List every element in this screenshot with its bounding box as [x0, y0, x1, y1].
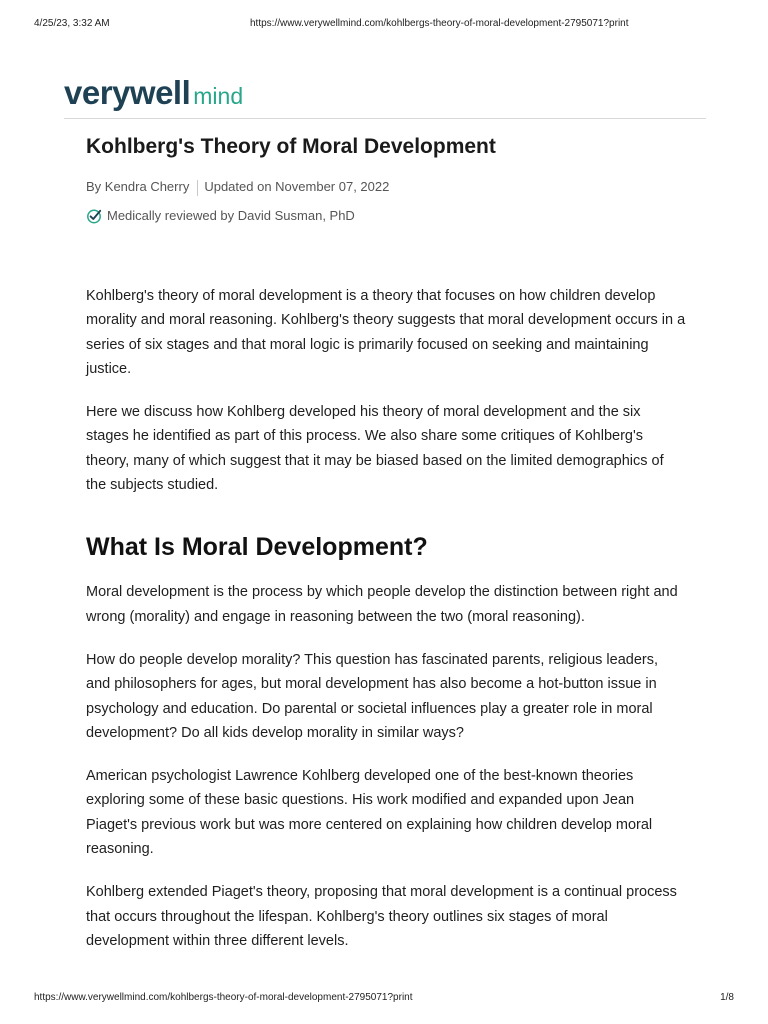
section-paragraph: How do people develop morality? This question has fascinated parents, religious leaders, and philosophers for ages, but moral development has also become a hot-button issue in psychology and education. Do parental or societal influences play a greater role in moral development? Do all kids develop morality in similar ways? — [86, 651, 659, 741]
byline-separator — [197, 180, 198, 196]
section-body — [86, 580, 686, 953]
checkmark-badge-icon — [86, 208, 102, 224]
article — [86, 130, 686, 972]
site-logo[interactable] — [64, 74, 243, 110]
intro — [86, 284, 686, 497]
logo-sub: mind — [193, 83, 244, 109]
author-link[interactable]: By Kendra Cherry — [86, 179, 190, 194]
medical-review — [86, 207, 686, 225]
page-number: 1/8 — [720, 992, 734, 1003]
section-heading: What Is Moral Development? — [86, 533, 428, 562]
logo-brand: verywell — [64, 74, 191, 111]
print-header — [34, 18, 734, 32]
header-divider — [64, 118, 706, 119]
print-url: https://www.verywellmind.com/kohlbergs-theory-of-moral-development-2795071?print — [250, 18, 629, 29]
section-paragraph: Kohlberg extended Piaget's theory, proposing that moral development is a continual process that occurs throughout the lifespan. Kohlberg's theory outlines six stages of moral development within three different levels. — [86, 884, 677, 949]
footer-url: https://www.verywellmind.com/kohlbergs-theory-of-moral-development-2795071?print — [34, 992, 413, 1003]
byline — [86, 178, 686, 196]
intro-paragraph: Kohlberg's theory of moral development is a theory that focuses on how children develop morality and moral reasoning. Kohlberg's theory suggests that moral development occurs in a series of six stages and that moral logic is primarily focused on seeking and maintaining justice. — [86, 288, 686, 377]
intro-paragraph: Here we discuss how Kohlberg developed his theory of moral development and the six stages he identified as part of this process. We also share some critiques of Kohlberg's theory, many of which suggest that it may be biased based on the limited demographics of the subjects studied. — [86, 404, 664, 494]
reviewer-link[interactable]: Medically reviewed by David Susman, PhD — [107, 208, 355, 223]
section-paragraph: Moral development is the process by which people develop the distinction between right and wrong (morality) and engage in reasoning between the two (moral reasoning). — [86, 584, 678, 625]
section-paragraph: American psychologist Lawrence Kohlberg developed one of the best-known theories exploring some of these basic questions. His work modified and expanded upon Jean Piaget's previous work but was more centered on explaining how children develop moral reasoning. — [86, 768, 653, 858]
print-datetime: 4/25/23, 3:32 AM — [34, 18, 110, 29]
updated-date: Updated on November 07, 2022 — [204, 179, 390, 194]
article-title: Kohlberg's Theory of Moral Development — [86, 135, 496, 158]
